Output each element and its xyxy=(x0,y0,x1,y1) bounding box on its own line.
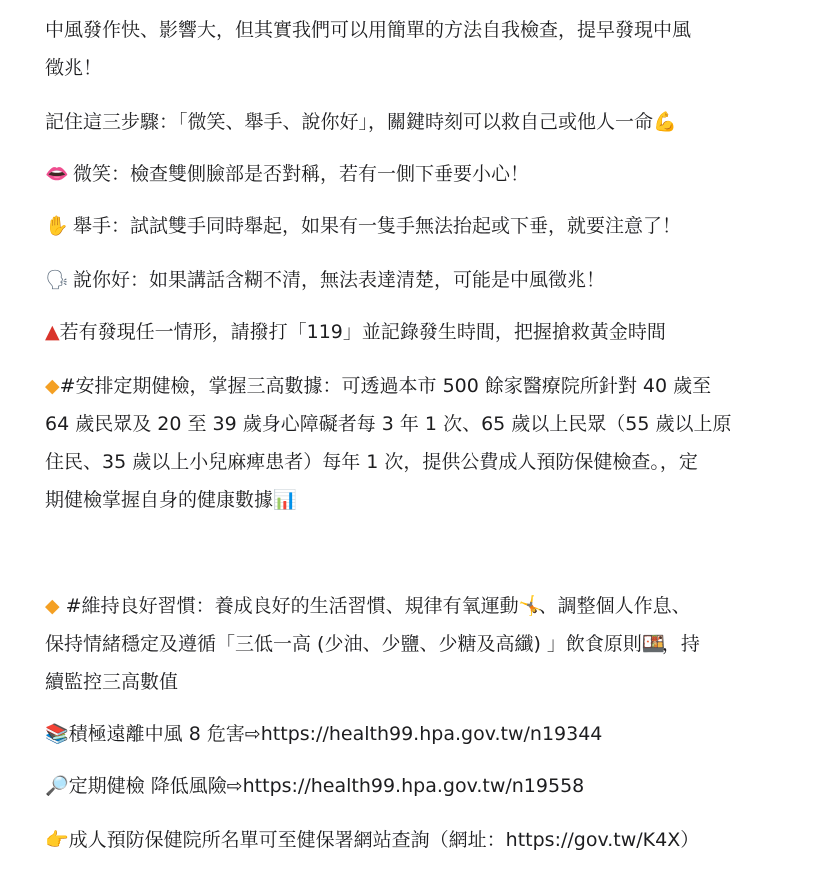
flexed-bicep-icon: 💪 xyxy=(653,111,677,133)
step-smile xyxy=(45,155,815,193)
habits-line-2b: ，持 xyxy=(661,633,700,655)
emergency-paragraph xyxy=(45,313,815,351)
link-stroke-hazards[interactable] xyxy=(45,715,815,753)
habits-paragraph xyxy=(45,587,815,701)
checkup-line-1: #安排定期健檢，掌握三高數據：可透過本市 500 餘家醫療院所針對 40 歲至 xyxy=(59,375,712,397)
checkup-line-4: 期健檢掌握自身的健康數據 xyxy=(45,489,274,511)
orange-diamond-icon: ◆ xyxy=(45,595,60,617)
lips-icon: 👄 xyxy=(45,163,69,185)
orange-diamond-icon: ◆ xyxy=(45,375,60,397)
habits-line-1b: 、調整個人作息、 xyxy=(538,595,691,617)
checkup-line-2: 64 歲民眾及 20 至 39 歲身心障礙者每 3 年 1 次、65 歲以上民眾（55 歲以上原 xyxy=(45,413,732,435)
magnifying-glass-icon: 🔎 xyxy=(45,775,69,797)
step-raise-hand-text: 舉手：試試雙手同時舉起，如果有一隻手無法抬起或下垂，就要注意了！ xyxy=(73,215,682,237)
checkup-line-3: 住民、35 歲以上小兒麻痺患者）每年 1 次，提供公費成人預防保健檢查。，定 xyxy=(45,451,698,473)
link-regular-checkup[interactable] xyxy=(45,767,815,805)
bar-chart-icon: 📊 xyxy=(273,489,297,511)
step-raise-hand xyxy=(45,207,815,245)
habits-line-2a: 保持情緒穩定及遵循「三低一高 (少油、少鹽、少糖及高纖) 」飲食原則 xyxy=(45,633,642,655)
link-clinic-list[interactable] xyxy=(45,821,815,859)
intro-line-2: 徵兆！ xyxy=(45,57,103,79)
steps-intro xyxy=(45,103,815,141)
bento-box-icon: 🍱 xyxy=(641,633,666,655)
cartwheel-icon: 🤸 xyxy=(518,595,543,617)
habits-line-3: 續監控三高數值 xyxy=(45,671,179,693)
intro-line-1: 中風發作快、影響大，但其實我們可以用簡單的方法自我檢查，提早發現中風 xyxy=(45,19,692,41)
intro-paragraph xyxy=(45,11,815,87)
books-icon: 📚 xyxy=(45,723,69,745)
emergency-text: 若有發現任一情形，請撥打「119」並記錄發生時間，把握搶救黃金時間 xyxy=(59,321,666,343)
checkup-paragraph xyxy=(45,367,815,519)
link-clinic-list-text[interactable]: 成人預防保健院所名單可至健保署網站查詢（網址：https://gov.tw/K4X） xyxy=(68,829,700,851)
step-say-hello-text: 說你好：如果講話含糊不清，無法表達清楚，可能是中風徵兆！ xyxy=(73,269,606,291)
step-say-hello xyxy=(45,261,815,299)
speaking-head-icon: 🗣 xyxy=(45,269,70,291)
link-regular-checkup-text[interactable]: 定期健檢 降低風險⇨https://health99.hpa.gov.tw/n19558 xyxy=(68,775,585,797)
step-smile-text: 微笑：檢查雙側臉部是否對稱，若有一側下垂要小心！ xyxy=(73,163,530,185)
raised-hand-icon: ✋ xyxy=(45,215,69,237)
steps-intro-text: 記住這三步驟：「微笑、舉手、說你好」，關鍵時刻可以救自己或他人一命 xyxy=(45,111,654,133)
link-stroke-hazards-text[interactable]: 積極遠離中風 8 危害⇨https://health99.hpa.gov.tw/n19344 xyxy=(68,723,603,745)
habits-line-1a: #維持良好習慣：養成良好的生活習慣、規律有氧運動 xyxy=(65,595,519,617)
pointing-right-icon: 👉 xyxy=(45,829,69,851)
red-triangle-icon: ▲ xyxy=(45,321,60,343)
